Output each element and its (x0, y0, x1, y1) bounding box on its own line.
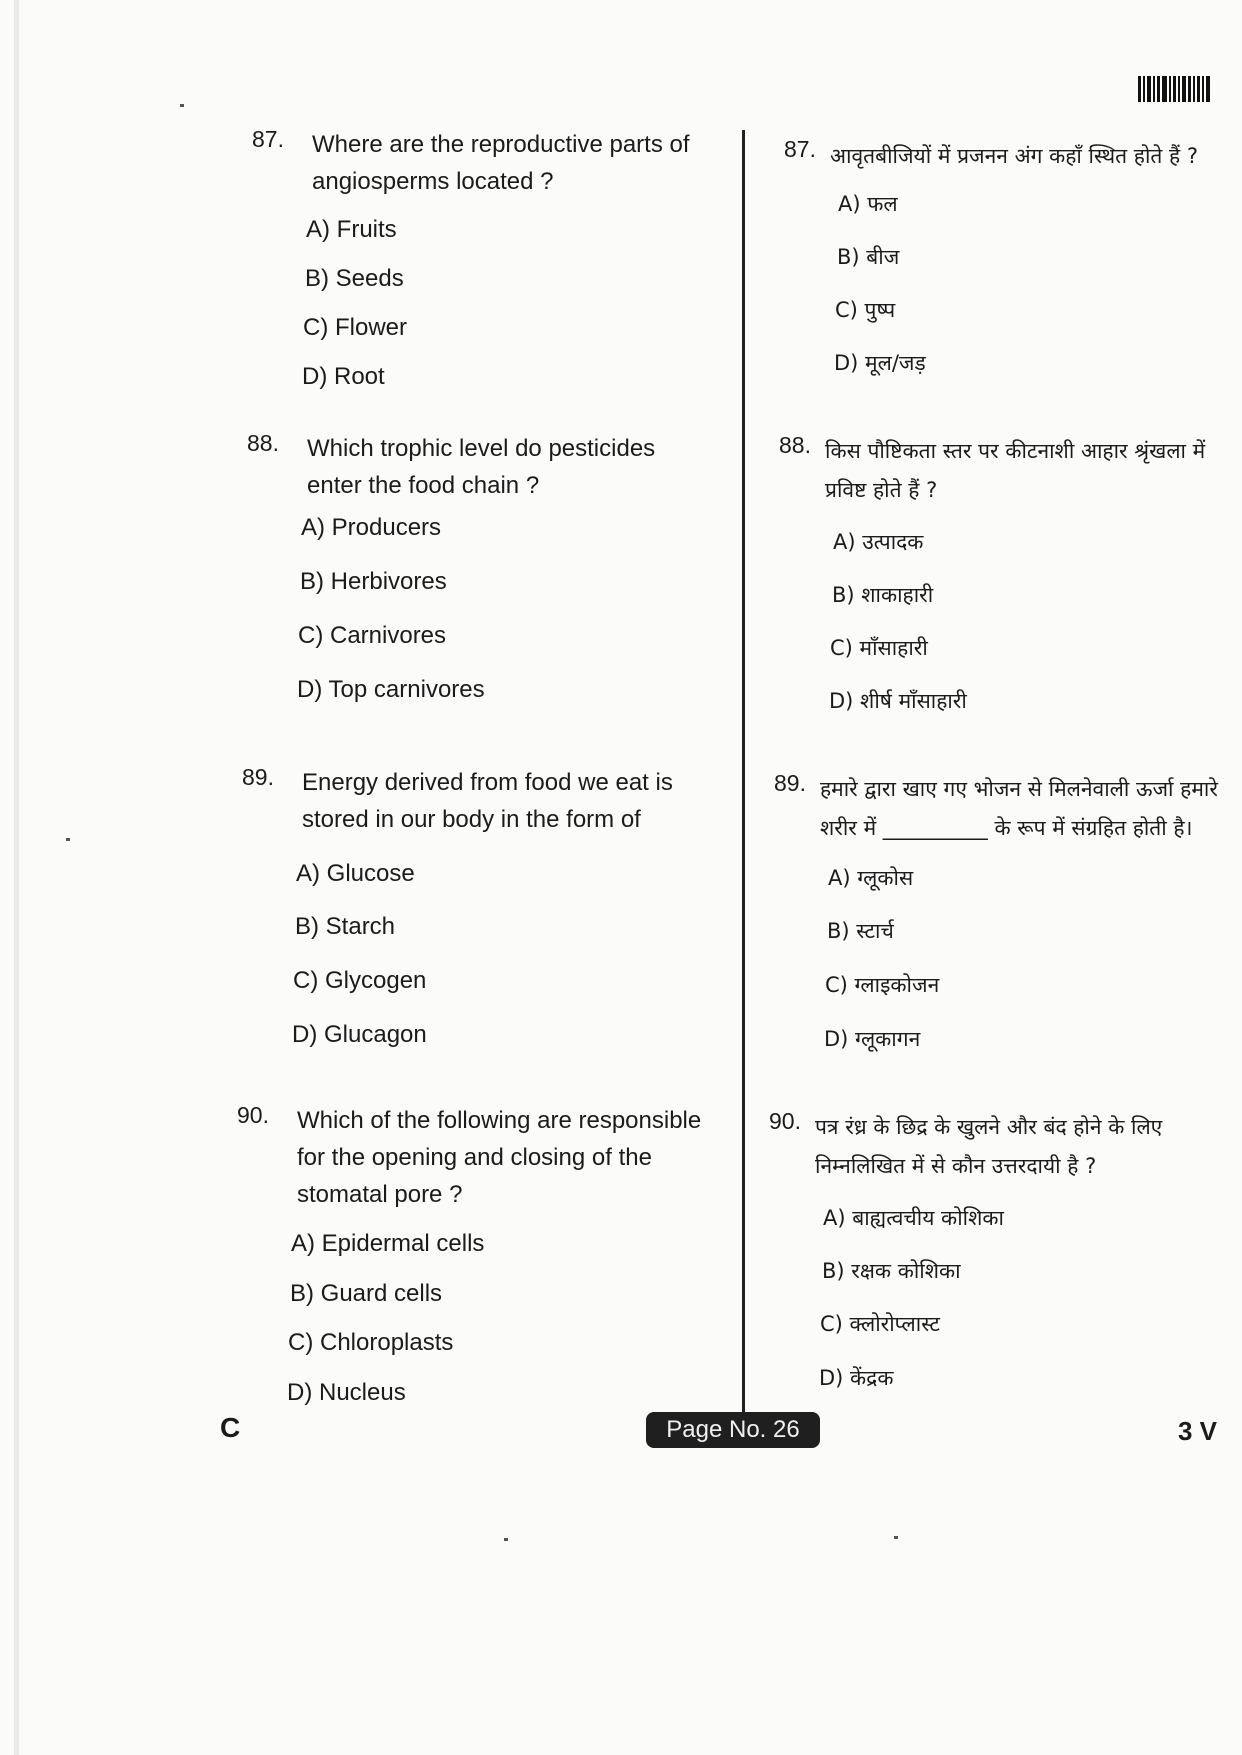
option-d: D) Top carnivores (297, 676, 485, 703)
option-b: B) शाकाहारी (832, 583, 934, 607)
option-c: C) माँसाहारी (830, 636, 928, 660)
option-d: D) केंद्रक (819, 1366, 894, 1390)
option-a: A) Producers (301, 514, 442, 541)
series-code: C (220, 1412, 241, 1443)
option-b: B) Starch (295, 913, 396, 940)
question-number: 89. (242, 764, 274, 790)
option-d: D) शीर्ष माँसाहारी (829, 689, 967, 713)
option-a: A) ग्लूकोस (828, 866, 914, 890)
option-d: D) Nucleus (287, 1379, 406, 1406)
page-number-badge: Page No. 26 (646, 1412, 820, 1448)
scan-speck (894, 1536, 898, 1539)
option-c: C) Chloroplasts (288, 1329, 454, 1356)
question-text: किस पौष्टिकता स्तर पर कीटनाशी आहार श्रृंखला में प्रविष्ट होते हैं ? (825, 439, 1206, 502)
option-a: A) Glucose (296, 860, 415, 887)
option-b: B) Herbivores (300, 568, 447, 595)
option-a: A) बाह्यत्वचीय कोशिका (823, 1206, 1004, 1230)
option-c: C) Glycogen (293, 967, 427, 994)
question-number: 88. (779, 432, 811, 458)
question-text: Energy derived from food we eat is stored in our body in the form of (302, 769, 673, 833)
question-text: हमारे द्वारा खाए गए भोजन से मिलनेवाली ऊर्जा हमारे शरीर में __________ के रूप में संग्रहित होती है। (820, 777, 1218, 840)
question-text: पत्र रंध्र के छिद्र के खुलने और बंद होने के लिए निम्नलिखित में से कौन उत्तरदायी है ? (815, 1115, 1163, 1178)
booklet-code: 3 V (1178, 1416, 1218, 1446)
option-d: D) Glucagon (292, 1021, 427, 1048)
option-a: A) फल (838, 192, 898, 216)
option-b: B) रक्षक कोशिका (822, 1259, 961, 1283)
scanned-page-edge (14, 0, 19, 1755)
option-c: C) ग्लाइकोजन (825, 973, 940, 997)
option-b: B) Guard cells (290, 1280, 443, 1307)
question-text: Where are the reproductive parts of angiosperms located ? (312, 131, 690, 195)
question-text: आवृतबीजियों में प्रजनन अंग कहाँ स्थित होते हैं ? (830, 144, 1198, 168)
option-a: A) उत्पादक (833, 530, 924, 554)
barcode-image (1138, 76, 1218, 102)
scan-speck (504, 1538, 508, 1541)
question-number: 90. (769, 1108, 801, 1134)
scan-speck (66, 838, 70, 841)
scan-speck (180, 104, 184, 107)
option-d: D) मूल/जड़ (834, 351, 926, 375)
option-b: B) स्टार्च (827, 919, 894, 943)
question-number: 88. (247, 430, 279, 456)
option-a: A) Fruits (306, 216, 397, 243)
option-b: B) बीज (837, 245, 900, 269)
option-c: C) क्लोरोप्लास्ट (820, 1312, 940, 1336)
question-text: Which trophic level do pesticides enter the food chain ? (307, 435, 656, 499)
option-c: C) Flower (303, 314, 408, 341)
column-divider (742, 130, 745, 1415)
question-text: Which of the following are responsible for the opening and closing of the stomatal pore ? (297, 1107, 702, 1208)
option-a: A) Epidermal cells (291, 1230, 485, 1257)
option-d: D) Root (302, 363, 385, 390)
question-number: 87. (784, 136, 816, 162)
question-number: 90. (237, 1102, 269, 1128)
option-d: D) ग्लूकागन (824, 1027, 921, 1051)
option-b: B) Seeds (305, 265, 404, 292)
option-c: C) पुष्प (835, 298, 896, 322)
question-number: 89. (774, 770, 806, 796)
question-number: 87. (252, 126, 284, 152)
option-c: C) Carnivores (298, 622, 447, 649)
